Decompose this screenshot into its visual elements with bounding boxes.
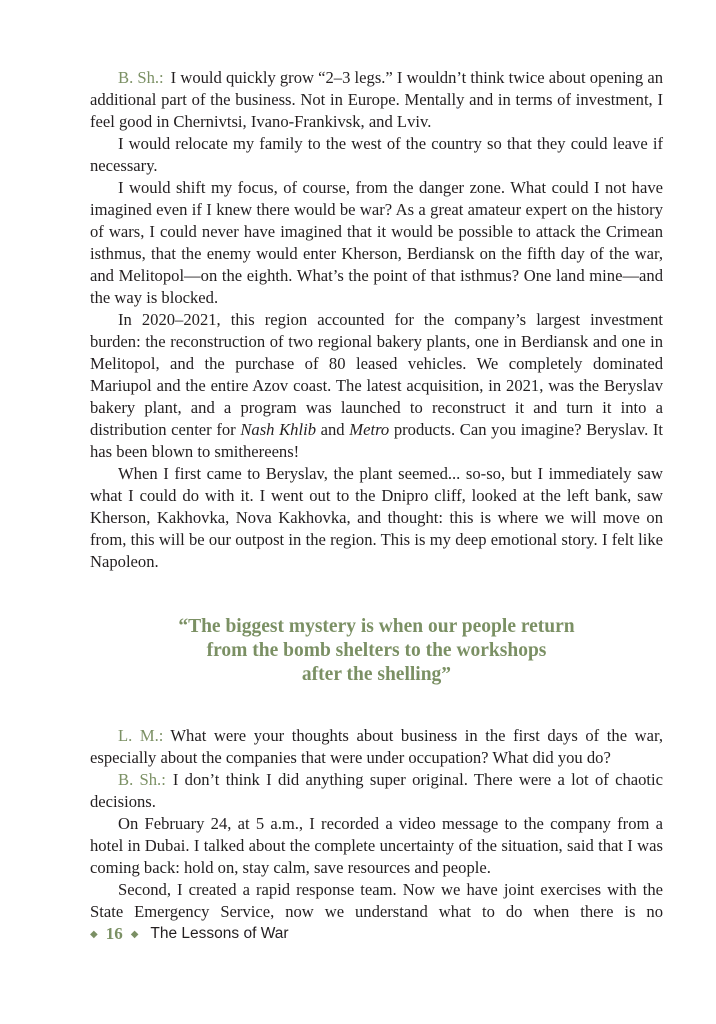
- paragraph: [90, 67, 663, 133]
- brand-name-italic: Nash Khlib: [240, 420, 316, 439]
- paragraph-text: On February 24, at 5 a.m., I recorded a video message to the company from a hotel in Dubai. I talked about the complete uncertainty of the situation, said that I was coming back: hold on, stay calm, save resources and people.: [90, 814, 663, 877]
- paragraph-text: I would relocate my family to the west of the country so that they could leave if necessary.: [90, 134, 663, 175]
- paragraph-text: In 2020–2021, this region accounted for the company’s largest investment burden: the reconstruction of two regional bakery plants, one in Berdiansk and one in Melitopol, and the purchase of 80 leased vehicles. We completely dominated Mariupol and the entire Azov coast. The latest acquisition, in 2021, was the Beryslav bakery plant, and a program was launched to reconstruct it and turn it into a distribution center for: [90, 310, 663, 439]
- paragraph: [90, 879, 663, 923]
- section-heading: [90, 615, 663, 687]
- paragraph-text: I would quickly grow “2–3 legs.” I wouldn’t think twice about opening an additional part of the business. Not in Europe. Mentally and in terms of investment, I feel good in Chernivtsi, Ivano-Frankivsk, and Lviv.: [90, 68, 663, 131]
- page-body: [90, 67, 663, 923]
- paragraph-text: When I first came to Beryslav, the plant seemed... so-so, but I immediately saw what I could do with it. I went out to the Dnipro cliff, looked at the left bank, saw Kherson, Kakhovka, Nova Kakhovka, and thought: this is where we will move on from, this will be our outpost in the region. This is my deep emotional story. I felt like Napoleon.: [90, 464, 663, 571]
- paragraph: [90, 813, 663, 879]
- paragraph-text: Second, I created a rapid response team. Now we have joint exercises with the State Emergency Service, now we understand what to do when there is no: [90, 880, 663, 921]
- paragraph: [90, 177, 663, 309]
- paragraph-text: I would shift my focus, of course, from the danger zone. What could I not have imagined even if I knew there would be war? As a great amateur expert on the history of wars, I could never have imagined that it would be possible to attack the Crimean isthmus, that the enemy would enter Kherson, Berdiansk on the fifth day of the war, and Melitopol—on the eighth. What’s the point of that isthmus? One land mine—and the way is blocked.: [90, 178, 663, 307]
- paragraph-text: I don’t think I did anything super original. There were a lot of chaotic decisions.: [90, 770, 664, 811]
- paragraph: [90, 309, 663, 463]
- heading-line: from the bomb shelters to the workshops: [206, 640, 547, 661]
- speaker-label: L. M.:: [118, 726, 164, 745]
- paragraph: [90, 463, 663, 573]
- heading-line: “The biggest mystery is when our people return: [178, 616, 575, 637]
- paragraph: [90, 725, 663, 769]
- paragraph-text: products. Can you imagine? Beryslav. It has been blown to smithereens!: [90, 420, 664, 461]
- heading-line: after the shelling”: [301, 664, 452, 685]
- diamond-icon: ◆: [90, 928, 98, 940]
- page-number: 16: [105, 924, 123, 943]
- page-footer: [90, 922, 289, 946]
- paragraph: [90, 769, 663, 813]
- speaker-label: B. Sh.:: [118, 68, 164, 87]
- speaker-label: B. Sh.:: [118, 770, 166, 789]
- diamond-icon: ◆: [130, 928, 139, 940]
- brand-name-italic: Metro: [349, 420, 390, 439]
- paragraph-text: What were your thoughts about business in the first days of the war, especially about the companies that were under occupation? What did you do?: [90, 726, 664, 767]
- paragraph: [90, 133, 663, 177]
- running-title: The Lessons of War: [150, 925, 289, 942]
- paragraph-text: and: [316, 420, 350, 439]
